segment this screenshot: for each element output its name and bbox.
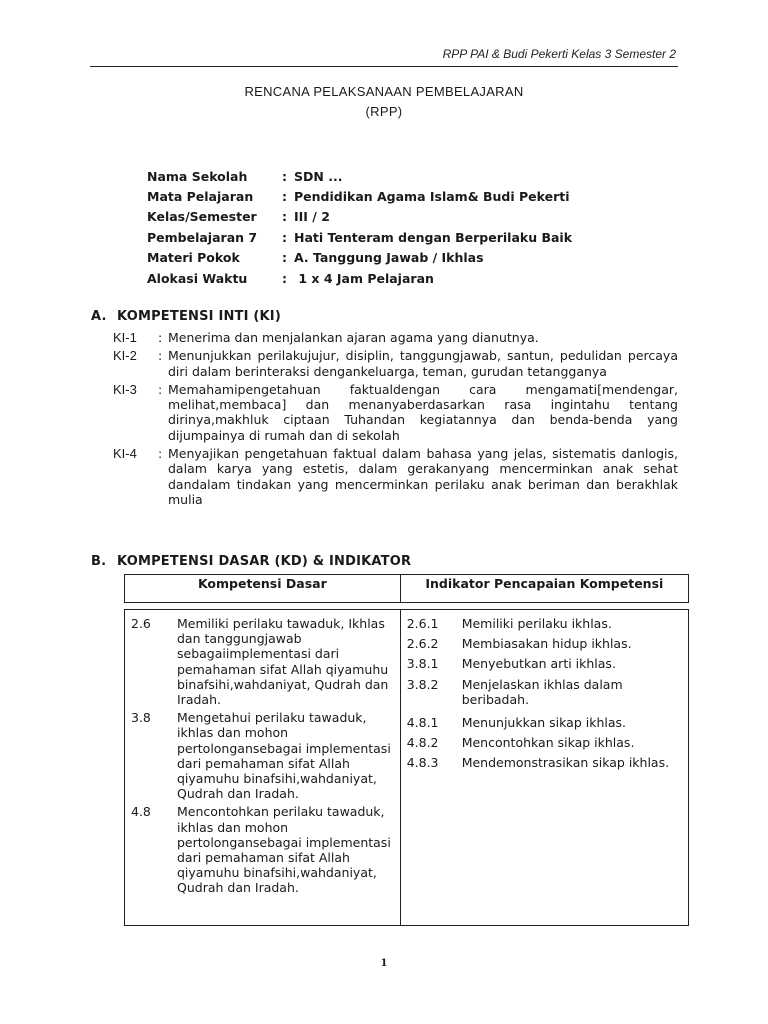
list-item xyxy=(113,382,678,443)
info-label: Mata Pelajaran xyxy=(147,189,254,205)
section-letter: A. xyxy=(91,309,107,324)
list-item xyxy=(407,735,682,750)
info-colon: : xyxy=(282,250,287,266)
kd-code: 3.8 xyxy=(131,710,151,726)
list-item xyxy=(407,656,682,671)
indicator-text: Memiliki perilaku ikhlas. xyxy=(461,616,612,631)
ki-code: KI-1 xyxy=(113,330,137,345)
kd-text: Mengetahui perilaku tawaduk, ikhlas dan mohon pertolongansebagai implementasi dari pemahaman sifat Allah qiyamuhu binafsihi,wahdaniyat, Qudrah dan Iradah. xyxy=(177,710,391,802)
ki-text: Memahamipengetahuan faktualdengan cara mengamati[mendengar, melihat,membaca] dan menanyaberdasarkan rasa ingintahu tentang dirinya,makhluk ciptaan Tuhandan kegiatannya dan benda-benda yang dijumpainya di rumah dan di sekolah xyxy=(168,381,678,443)
info-row-subject xyxy=(147,186,572,206)
list-item xyxy=(113,446,678,507)
column-header-indicator: Indikator Pencapaian Kompetensi xyxy=(400,575,688,603)
ki-colon: : xyxy=(158,446,163,462)
indicator-text: Menjelaskan ikhlas dalam beribadah. xyxy=(461,676,623,707)
info-label: Pembelajaran 7 xyxy=(147,229,258,245)
ki-colon: : xyxy=(158,381,163,397)
list-item xyxy=(407,677,682,707)
table-spacer-row xyxy=(125,603,689,610)
running-header: RPP PAI & Budi Pekerti Kelas 3 Semester 2 xyxy=(442,47,676,61)
ki-code: KI-2 xyxy=(113,348,137,364)
kd-text: Mencontohkan perilaku tawaduk, ikhlas dan mohon pertolongansebagai implementasi dari pemahaman sifat Allah qiyamuhu binafsihi,wahdaniyat, Qudrah dan Iradah. xyxy=(177,804,391,896)
indicator-text: Mencontohkan sikap ikhlas. xyxy=(461,735,635,751)
info-row-class xyxy=(147,207,572,227)
header-rule xyxy=(90,66,678,67)
ki-code: KI-4 xyxy=(113,446,137,462)
list-item xyxy=(113,330,678,345)
table-header-row xyxy=(125,575,689,603)
list-item xyxy=(407,755,682,770)
info-value: Pendidikan Agama Islam& Budi Pekerti xyxy=(294,189,570,205)
ki-text: Menerima dan menjalankan ajaran agama yang dianutnya. xyxy=(168,330,539,345)
table-row xyxy=(125,610,689,926)
document-title: RENCANA PELAKSANAAN PEMBELAJARAN xyxy=(244,84,524,99)
info-row-lesson xyxy=(147,227,572,247)
info-colon: : xyxy=(282,270,287,286)
info-row-topic xyxy=(147,248,572,268)
ki-list xyxy=(113,330,678,510)
info-value: III / 2 xyxy=(294,209,330,225)
info-label: Materi Pokok xyxy=(147,250,240,266)
indicator-code: 2.6.1 xyxy=(406,616,439,631)
info-colon: : xyxy=(282,229,287,245)
info-value: Hati Tenteram dengan Berperilaku Baik xyxy=(294,229,573,245)
list-item xyxy=(113,348,678,379)
kd-indicator-table xyxy=(124,574,689,926)
info-value: A. Tanggung Jawab / Ikhlas xyxy=(294,250,484,266)
ki-colon: : xyxy=(158,348,163,364)
info-row-time xyxy=(147,268,572,288)
info-colon: : xyxy=(282,168,287,184)
indicator-code: 4.8.2 xyxy=(406,735,439,751)
section-b-heading xyxy=(91,554,411,569)
indicator-code: 4.8.1 xyxy=(406,715,439,731)
section-letter: B. xyxy=(91,554,107,569)
info-colon: : xyxy=(282,209,287,225)
list-item xyxy=(131,710,394,801)
kd-cell xyxy=(125,610,401,926)
page-number: 1 xyxy=(380,958,388,969)
list-item xyxy=(407,715,682,730)
indicator-text: Membiasakan hidup ikhlas. xyxy=(461,636,632,652)
indicator-text: Menunjukkan sikap ikhlas. xyxy=(461,715,626,731)
list-item xyxy=(131,616,394,707)
section-title: KOMPETENSI INTI (KI) xyxy=(117,309,281,324)
indicator-code: 4.8.3 xyxy=(406,755,439,771)
section-a-heading xyxy=(91,309,281,324)
info-label: Kelas/Semester xyxy=(147,209,257,225)
indicator-text: Mendemonstrasikan sikap ikhlas. xyxy=(461,755,670,771)
list-item xyxy=(407,616,682,631)
info-label: Alokasi Waktu xyxy=(147,270,248,286)
identity-block xyxy=(147,166,572,288)
info-row-school xyxy=(147,166,572,186)
kd-code: 2.6 xyxy=(131,616,151,631)
info-colon: : xyxy=(282,189,287,205)
document-subtitle: (RPP) xyxy=(365,104,403,119)
ki-code: KI-3 xyxy=(113,381,137,397)
list-item xyxy=(131,804,394,895)
kd-text: Memiliki perilaku tawaduk, Ikhlas dan tanggungjawab sebagaiimplementasi dari pemahaman sifat Allah qiyamuhu binafsihi,wahdaniyat, Qudrah dan Iradah. xyxy=(177,616,389,708)
indicator-code: 3.8.2 xyxy=(406,676,439,692)
ki-text: Menunjukkan perilakujujur, disiplin, tanggungjawab, santun, pedulidan percaya diri dalam berinteraksi dengankeluarga, teman, gurudan tetangganya xyxy=(168,348,678,379)
ki-colon: : xyxy=(158,330,163,345)
ki-text: Menyajikan pengetahuan faktual dalam bahasa yang jelas, sistematis danlogis, dalam karya yang estetis, dalam gerakanyang mencerminkan anak sehat dandalam tindakan yang mencerminkan perilaku anak beriman dan berakhlak mulia xyxy=(168,446,678,507)
kd-code: 4.8 xyxy=(131,804,151,820)
list-item xyxy=(407,636,682,651)
info-value: 1 x 4 Jam Pelajaran xyxy=(294,270,434,286)
info-value: SDN ... xyxy=(294,168,343,184)
indicator-text: Menyebutkan arti ikhlas. xyxy=(461,656,616,672)
indicator-cell xyxy=(400,610,688,926)
section-title: KOMPETENSI DASAR (KD) & INDIKATOR xyxy=(117,554,412,569)
indicator-code: 2.6.2 xyxy=(406,636,439,652)
column-header-kd: Kompetensi Dasar xyxy=(125,575,401,603)
info-label: Nama Sekolah xyxy=(147,168,248,184)
indicator-code: 3.8.1 xyxy=(406,656,439,672)
